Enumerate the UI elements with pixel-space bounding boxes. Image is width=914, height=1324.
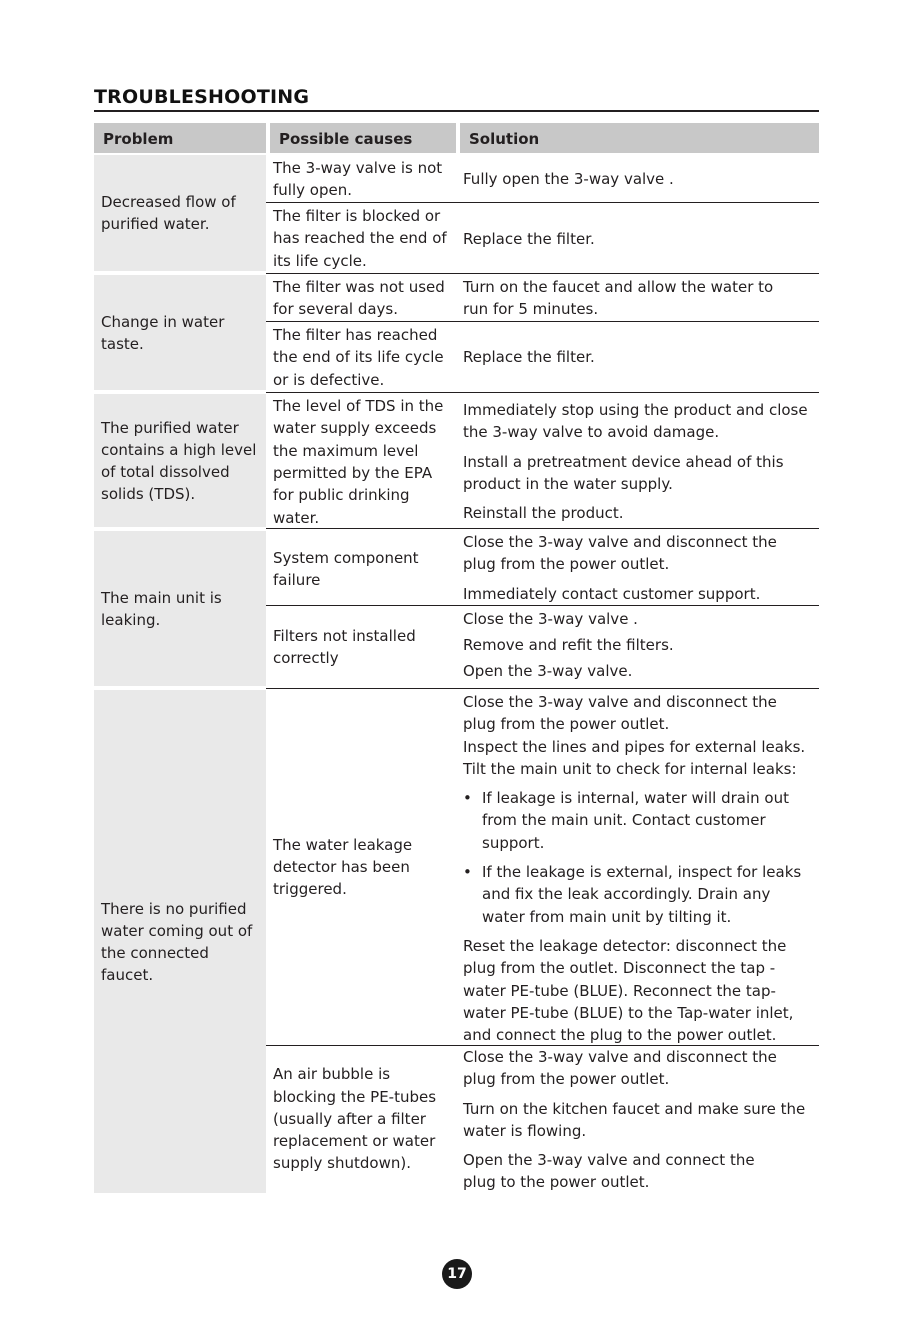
solution-step: Close the 3-way valve .: [463, 610, 638, 628]
solution-step: Open the 3-way valve.: [463, 661, 633, 680]
solution-cell: [463, 346, 815, 368]
solution-cell: [463, 276, 793, 321]
cause-cell: An air bubble is blocking the PE-tubes (usually after a filter replacement or water supply shutdown).: [273, 1065, 437, 1173]
solution-step: Fully open the 3-way valve .: [463, 170, 674, 188]
solution-step: Turn on the faucet and allow the water to run for 5 minutes.: [463, 278, 774, 319]
solution-step: Replace the filter.: [463, 230, 595, 248]
cause-cell: System component failure: [273, 548, 419, 589]
solution-cell: [463, 608, 815, 682]
solution-cell: [463, 691, 815, 1046]
solution-cell: [463, 531, 793, 605]
row-divider: [266, 605, 819, 606]
row-divider: [266, 528, 819, 529]
bullet-icon: •: [463, 863, 472, 882]
solution-step: Immediately stop using the product and close the 3-way valve to avoid damage.: [463, 401, 808, 442]
list-item: • If leakage is internal, water will drain out from the main unit. Contact customer support.: [463, 789, 789, 852]
row-divider: [266, 321, 819, 322]
table-header-solution: Solution: [456, 123, 819, 153]
cause-cell: The filter is blocked or has reached the end of its life cycle.: [273, 207, 447, 270]
cause-cell: The water leakage detector has been triggered.: [273, 835, 413, 899]
solution-step: Inspect the lines and pipes for external leaks.: [463, 737, 806, 756]
solution-step: Immediately contact customer support.: [463, 584, 761, 603]
row-divider: [266, 392, 819, 393]
cause-cell: The level of TDS in the water supply exceeds the maximum level permitted by the EPA for public drinking water.: [273, 397, 444, 527]
solution-cell: [463, 228, 815, 250]
solution-step: Reset the leakage detector: disconnect the plug from the outlet. Disconnect the tap - water PE-tube (BLUE). Reconnect the tap-water PE-tube (BLUE) to the Tap-water inlet, and connect the plug to the power outlet.: [463, 936, 794, 1045]
solution-step: Open the 3-way valve and connect the plug to the power outlet.: [463, 1151, 755, 1192]
row-divider: [266, 273, 819, 274]
page-title: TROUBLESHOOTING: [94, 86, 310, 108]
solution-step: Tilt the main unit to check for internal leaks:: [463, 759, 797, 778]
problem-cell: The main unit is leaking.: [94, 531, 266, 686]
cause-cell: The filter was not used for several days.: [273, 277, 445, 318]
bullet-icon: •: [463, 789, 472, 808]
solution-step: Close the 3-way valve and disconnect the plug from the power outlet.: [463, 1048, 777, 1089]
solution-step: Install a pretreatment device ahead of this product in the water supply.: [463, 452, 784, 493]
solution-cell: [463, 1046, 815, 1194]
problem-cell: Decreased flow of purified water.: [94, 155, 266, 271]
solution-step: Reinstall the product.: [463, 504, 624, 523]
problem-cell: The purified water contains a high level of total dissolved solids (TDS).: [94, 394, 266, 527]
cause-cell: Filters not installed correctly: [273, 626, 416, 667]
problem-cell: There is no purified water coming out of the connected faucet.: [94, 690, 266, 1193]
solution-step: Close the 3-way valve and disconnect the plug from the power outlet.: [463, 533, 777, 574]
solution-cell: [463, 399, 815, 524]
row-divider: [266, 688, 819, 689]
solution-step: Replace the filter.: [463, 348, 595, 366]
row-divider: [266, 202, 819, 203]
cause-cell: The 3-way valve is not fully open.: [273, 158, 443, 199]
problem-cell: Change in water taste.: [94, 275, 266, 390]
solution-step: Close the 3-way valve and disconnect the plug from the power outlet.: [463, 693, 777, 734]
cause-cell: The filter has reached the end of its life cycle or is defective.: [273, 326, 444, 389]
solution-step: Turn on the kitchen faucet and make sure the water is flowing.: [463, 1099, 806, 1140]
page-number-badge: 17: [442, 1259, 472, 1289]
table-header-problem: Problem: [94, 123, 266, 153]
solution-cell: [463, 168, 815, 190]
list-item: • If the leakage is external, inspect for leaks and fix the leak accordingly. Drain any water from main unit by tilting it.: [463, 863, 802, 926]
table-header-causes: Possible causes: [266, 123, 456, 153]
title-rule: [94, 110, 819, 112]
solution-step: Remove and refit the filters.: [463, 636, 674, 655]
